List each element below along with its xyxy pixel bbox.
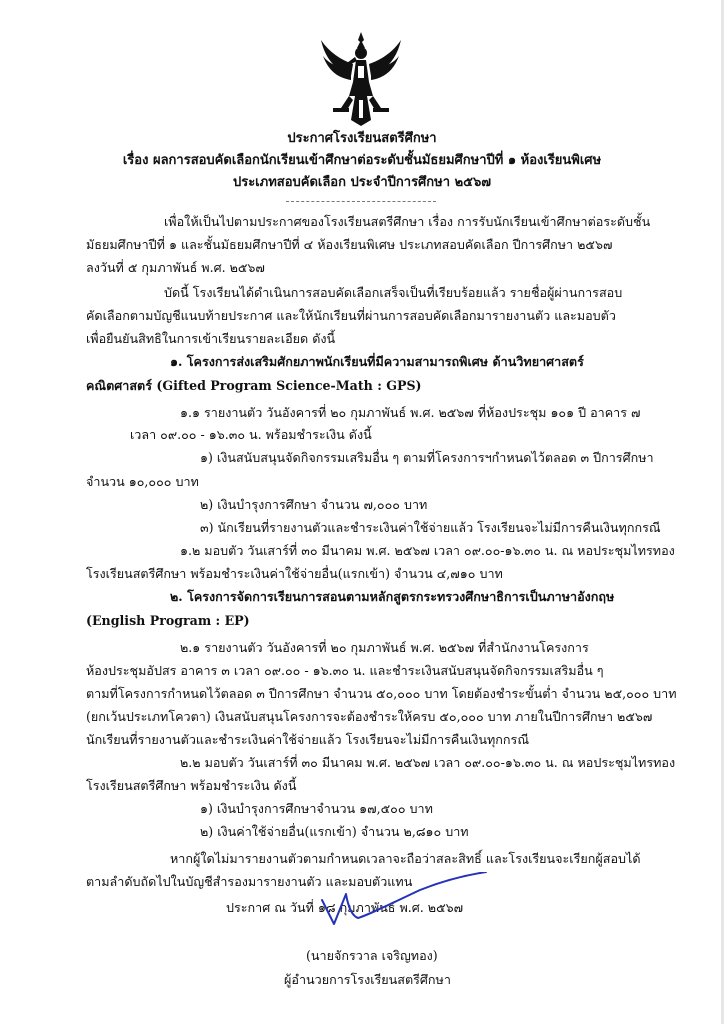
announcement-title: ประกาศโรงเรียนสตรีศึกษา xyxy=(287,131,437,146)
section2-heading: ๒. โครงการจัดการเรียนการสอนตามหลักสูตรกระทรวงศึกษาธิการเป็นภาษาอังกฤษ xyxy=(170,589,615,604)
section1-item: จำนวน ๑๐,๐๐๐ บาท xyxy=(86,474,199,489)
signer-name: (นายจักรวาล เจริญทอง) xyxy=(306,948,438,963)
intro-line: มัธยมศึกษาปีที่ ๑ และชั้นมัธยมศึกษาปีที่ ๔ ห้องเรียนพิเศษ ประเภทสอบคัดเลือก ปีการศึกษา ๒๕๖๗ xyxy=(86,237,613,252)
section1-item: ๒) เงินบำรุงการศึกษา จำนวน ๗,๐๐๐ บาท xyxy=(200,497,428,512)
intro-line: บัดนี้ โรงเรียนได้ดำเนินการสอบคัดเลือกเสร็จเป็นที่เรียบร้อยแล้ว รายชื่อผู้ผ่านการสอบ xyxy=(164,285,623,300)
section1-item: โรงเรียนสตรีศึกษา พร้อมชำระเงินค่าใช้จ่ายอื่น(แรกเข้า) จำนวน ๔,๗๑๐ บาท xyxy=(86,566,503,581)
garuda-emblem-icon xyxy=(317,30,405,128)
closing-line: ตามลำดับถัดไปในบัญชีสำรองมารายงานตัว และมอบตัวแทน xyxy=(86,874,413,889)
section2-item: ๑) เงินบำรุงการศึกษาจำนวน ๑๗,๕๐๐ บาท xyxy=(200,801,433,816)
section2-item: ๒.๑ รายงานตัว วันอังคารที่ ๒๐ กุมภาพันธ์ พ.ศ. ๒๕๖๗ ที่สำนักงานโครงการ xyxy=(180,640,589,655)
section2-item: (ยกเว้นประเภทโควตา) เงินสนับสนุนโครงการจะต้องชำระให้ครบ ๕๐,๐๐๐ บาท ภายในปีการศึกษา ๒๕๖๗ xyxy=(86,709,653,724)
announcement-subject-line2: ประเภทสอบคัดเลือก ประจำปีการศึกษา ๒๕๖๗ xyxy=(232,175,492,190)
title-separator xyxy=(286,201,436,202)
intro-line: คัดเลือกตามบัญชีแนบท้ายประกาศ และให้นักเรียนที่ผ่านการสอบคัดเลือกมารายงานตัว และมอบตัว xyxy=(86,308,616,323)
intro-line: เพื่อยืนยันสิทธิในการเข้าเรียนรายละเอียด ดังนี้ xyxy=(86,331,336,346)
section2-item: ห้องประชุมอัปสร อาคาร ๓ เวลา ๐๙.๐๐ - ๑๖.๓๐ น. และชำระเงินสนับสนุนจัดกิจกรรมเสริมอื่น ๆ xyxy=(86,663,604,678)
signer-position: ผู้อำนวยการโรงเรียนสตรีศึกษา xyxy=(284,972,451,987)
announcement-subject: เรื่อง ผลการสอบคัดเลือกนักเรียนเข้าศึกษาต่อระดับชั้นมัธยมศึกษาปีที่ ๑ ห้องเรียนพิเศษ xyxy=(122,153,602,168)
section2-item: ตามที่โครงการกำหนดไว้ตลอด ๓ ปีการศึกษา จำนวน ๕๐,๐๐๐ บาท โดยต้องชำระขั้นต่ำ จำนวน ๒๕,๐๐๐ บาท xyxy=(86,686,677,701)
closing-line: หากผู้ใดไม่มารายงานตัวตามกำหนดเวลาจะถือว่าสละสิทธิ์ และโรงเรียนจะเรียกผู้สอบได้ xyxy=(170,851,641,866)
section1-heading-line2: คณิตศาสตร์ (Gifted Program Science-Math : GPS) xyxy=(86,378,422,393)
section1-item: เวลา ๐๙.๐๐ - ๑๖.๓๐ น. พร้อมชำระเงิน ดังนี้ xyxy=(130,427,372,442)
section2-item: โรงเรียนสตรีศึกษา พร้อมชำระเงิน ดังนี้ xyxy=(86,778,297,793)
section2-item: นักเรียนที่รายงานตัวและชำระเงินค่าใช้จ่ายแล้ว โรงเรียนจะไม่มีการคืนเงินทุกกรณี xyxy=(86,732,530,747)
intro-line: เพื่อให้เป็นไปตามประกาศของโรงเรียนสตรีศึกษา เรื่อง การรับนักเรียนเข้าศึกษาต่อระดับชั้น xyxy=(164,214,651,229)
signature-icon xyxy=(300,872,490,934)
announcement-date: ประกาศ ณ วันที่ ๑๘ กุมภาพันธ์ พ.ศ. ๒๕๖๗ xyxy=(226,900,464,915)
intro-line: ลงวันที่ ๕ กุมภาพันธ์ พ.ศ. ๒๕๖๗ xyxy=(86,260,265,275)
section1-heading: ๑. โครงการส่งเสริมศักยภาพนักเรียนที่มีความสามารถพิเศษ ด้านวิทยาศาสตร์ xyxy=(170,354,584,369)
section1-item: ๑.๑ รายงานตัว วันอังคารที่ ๒๐ กุมภาพันธ์ พ.ศ. ๒๕๖๗ ที่ห้องประชุม ๑๐๑ ปี อาคาร ๗ xyxy=(180,405,641,420)
section1-item: ๑) เงินสนับสนุนจัดกิจกรรมเสริมอื่น ๆ ตามที่โครงการฯกำหนดไว้ตลอด ๓ ปีการศึกษา xyxy=(200,450,654,465)
section1-item: ๑.๒ มอบตัว วันเสาร์ที่ ๓๐ มีนาคม พ.ศ. ๒๕๖๗ เวลา ๐๙.๐๐-๑๖.๓๐ น. ณ หอประชุมไทรทอง xyxy=(180,543,675,558)
section2-heading-line2: (English Program : EP) xyxy=(86,613,250,628)
section2-item: ๒.๒ มอบตัว วันเสาร์ที่ ๓๐ มีนาคม พ.ศ. ๒๕๖๗ เวลา ๐๙.๐๐-๑๖.๓๐ น. ณ หอประชุมไทรทอง xyxy=(180,755,676,770)
section2-item: ๒) เงินค่าใช้จ่ายอื่น(แรกเข้า) จำนวน ๒,๘๑๐ บาท xyxy=(200,824,469,839)
section1-item: ๓) นักเรียนที่รายงานตัวและชำระเงินค่าใช้จ่ายแล้ว โรงเรียนจะไม่มีการคืนเงินทุกกรณี xyxy=(200,520,661,535)
